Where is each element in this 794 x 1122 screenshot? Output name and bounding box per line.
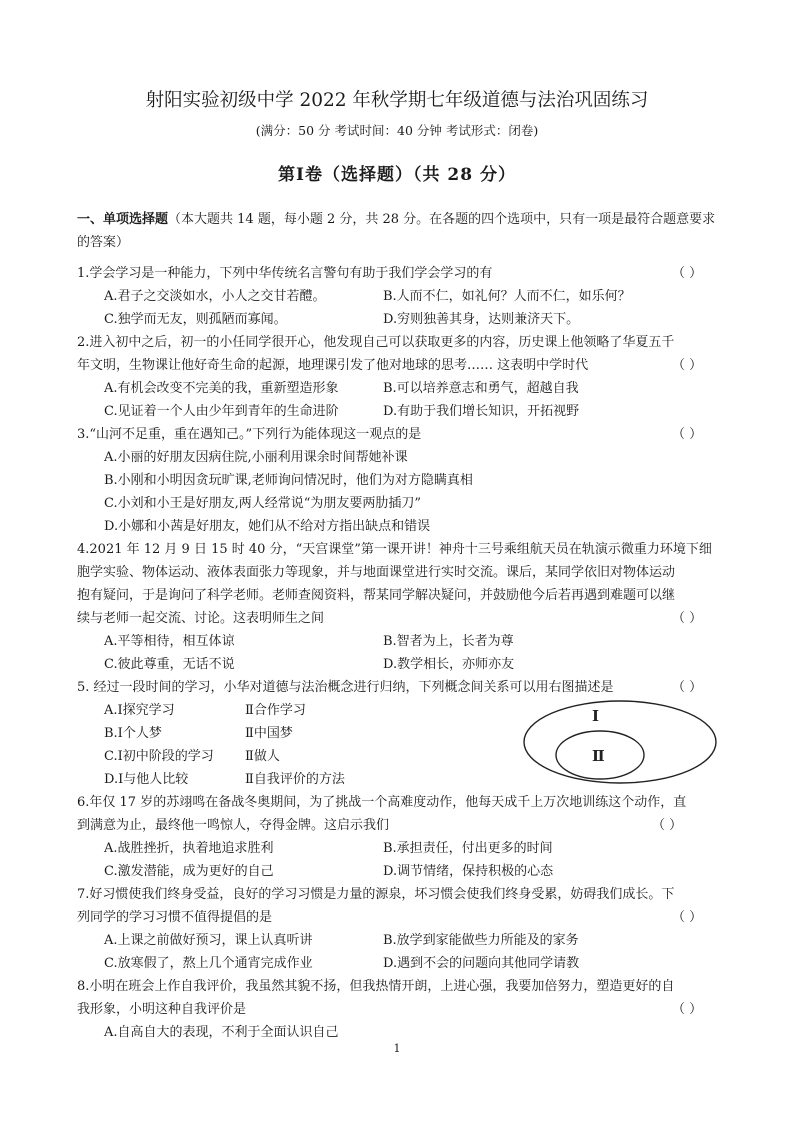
- q5-option-c-i: C.Ⅰ初中阶段的学习: [104, 749, 214, 764]
- venn-diagram: [520, 697, 720, 787]
- exam-info: (满分：50 分 考试时间：40 分钟 考试形式：闭卷): [255, 123, 539, 138]
- exam-title: 射阳实验初级中学 2022 年秋学期七年级道德与法治巩固练习: [145, 90, 649, 111]
- q4-option-b: B.智者为上，长者为尊: [383, 634, 514, 649]
- q3-option-a: A.小丽的好朋友因病住院,小丽利用课余时间帮她补课: [104, 450, 408, 465]
- q2-option-a: A.有机会改变不完美的我，重新塑造形象: [104, 381, 339, 396]
- q1-option-b: B.人而不仁，如礼何？人而不仁，如乐何？: [383, 289, 631, 304]
- q8-option-a: A.自高自大的表现，不利于全面认识自己: [104, 1025, 339, 1040]
- q4-option-d: D.教学相长，亦师亦友: [383, 657, 515, 672]
- q6-answer-paren: （ ）: [652, 818, 683, 833]
- q3-answer-paren: （ ）: [672, 427, 703, 442]
- q4-answer-paren: （ ）: [672, 611, 703, 626]
- q7-option-c: C.放寒假了，熬上几个通宵完成作业: [104, 956, 313, 971]
- q7-stem-line1: 7.好习惯使我们终身受益，良好的学习习惯是力量的源泉，坏习惯会使我们终身受累，妨碍我们成长。下: [77, 887, 675, 902]
- q4-stem-line3: 抱有疑问，于是询问了科学老师。老师查阅资料，帮某同学解决疑问，并鼓励他今后若再遇到难题可以继: [77, 588, 676, 603]
- section-instruction: [77, 208, 722, 254]
- q2-answer-paren: （ ）: [672, 358, 703, 373]
- venn-inner-label: Ⅱ: [592, 747, 605, 765]
- section-instruction-text: （本大题共 14 题，每小题 2 分，共 28 分。在各题的四个选项中，只有一项是最符合题意要求的答案）: [77, 212, 716, 250]
- q5-answer-paren: （ ）: [672, 680, 703, 695]
- q8-stem-line2: 我形象，小明这种自我评价是: [77, 1002, 247, 1017]
- venn-outer-ellipse: [524, 701, 716, 783]
- q1-answer-paren: （ ）: [672, 266, 703, 281]
- q6-stem-line1: 6.年仅 17 岁的苏翊鸣在备战冬奥期间，为了挑战一个高难度动作，他每天成千上万次地训练这个动作，直: [77, 795, 687, 810]
- q2-stem-line2: 年文明，生物课让他好奇生命的起源，地理课引发了他对地球的思考…… 这表明中学时代: [77, 358, 589, 373]
- q5-option-a-i: A.Ⅰ探究学习: [104, 703, 175, 718]
- q7-option-d: D.遇到不会的问题向其他同学请教: [383, 956, 580, 971]
- q5-option-b-ii: Ⅱ中国梦: [245, 726, 293, 741]
- q1-stem: 1.学会学习是一种能力，下列中华传统名言警句有助于我们学会学习的有: [77, 266, 493, 281]
- q6-option-b: B.承担责任，付出更多的时间: [383, 841, 553, 856]
- section-heading: 一、单项选择题: [77, 212, 169, 227]
- q2-option-b: B.可以培养意志和勇气，超越自我: [383, 381, 579, 396]
- q8-answer-paren: （ ）: [672, 1002, 703, 1017]
- q1-option-a: A.君子之交淡如水，小人之交甘若醴。: [104, 289, 326, 304]
- q6-option-c: C.激发潜能，成为更好的自己: [104, 864, 274, 879]
- q7-answer-paren: （ ）: [672, 910, 703, 925]
- q5-option-d-ii: Ⅱ自我评价的方法: [245, 772, 345, 787]
- q6-option-d: D.调节情绪，保持积极的心态: [383, 864, 554, 879]
- q5-stem: 5. 经过一段时间的学习，小华对道德与法治概念进行归纳，下列概念间关系可以用右图描述是: [77, 680, 614, 695]
- q6-option-a: A.战胜挫折，执着地追求胜利: [104, 841, 274, 856]
- q8-stem-line1: 8.小明在班会上作自我评价，我虽然其貌不扬，但我热情开朗，上进心强，我要加倍努力，塑造更好的自: [77, 979, 675, 994]
- q3-option-b: B.小刚和小明因贪玩旷课,老师询问情况时，他们为对方隐瞒真相: [104, 473, 473, 488]
- q1-option-d: D.穷则独善其身，达则兼济天下。: [383, 312, 580, 327]
- q5-option-a-ii: Ⅱ合作学习: [245, 703, 306, 718]
- q4-stem-line1: 4.2021 年 12 月 9 日 15 时 40 分，“天宫课堂”第一课开讲！神舟十三号乘组航天员在轨演示微重力环境下细: [77, 542, 712, 557]
- q1-option-c: C.独学而无友，则孤陋而寡闻。: [104, 312, 287, 327]
- q6-stem-line2: 到满意为止，最终他一鸣惊人，夺得金牌。这启示我们: [77, 818, 390, 833]
- q4-option-a: A.平等相待，相互体谅: [104, 634, 235, 649]
- q2-stem-line1: 2.进入初中之后，初一的小任同学很开心，他发现自己可以获取更多的内容，历史课上他领略了华夏五千: [77, 335, 675, 350]
- q4-stem-line4: 续与老师一起交流、讨论。这表明师生之间: [77, 611, 325, 626]
- q2-option-d: D.有助于我们增长知识，开拓视野: [383, 404, 580, 419]
- q7-stem-line2: 列同学的学习习惯不值得提倡的是: [77, 910, 273, 925]
- q7-option-b: B.放学到家能做些力所能及的家务: [383, 933, 579, 948]
- q4-option-c: C.彼此尊重，无话不说: [104, 657, 235, 672]
- page-number: 1: [393, 1042, 401, 1055]
- q5-option-d-i: D.Ⅰ与他人比较: [104, 772, 189, 787]
- q5-option-c-ii: Ⅱ做人: [245, 749, 280, 764]
- q3-stem: 3.“山河不足重，重在遇知己。”下列行为能体现这一观点的是: [77, 427, 422, 442]
- venn-outer-label: Ⅰ: [592, 707, 600, 725]
- q2-option-c: C.见证着一个人由少年到青年的生命进阶: [104, 404, 339, 419]
- q7-option-a: A.上课之前做好预习，课上认真听讲: [104, 933, 313, 948]
- q4-stem-line2: 胞学实验、物体运动、液体表面张力等现象，并与地面课堂进行实时交流。课后，某同学依旧对物体运动: [77, 565, 676, 580]
- q3-option-c: C.小刘和小王是好朋友,两人经常说“为朋友要两肋插刀”: [104, 496, 422, 511]
- q5-option-b-i: B.Ⅰ个人梦: [104, 726, 162, 741]
- q3-option-d: D.小娜和小茜是好朋友，她们从不给对方指出缺点和错误: [104, 519, 431, 534]
- part-heading: 第Ⅰ卷（选择题）（共 28 分）: [278, 165, 516, 185]
